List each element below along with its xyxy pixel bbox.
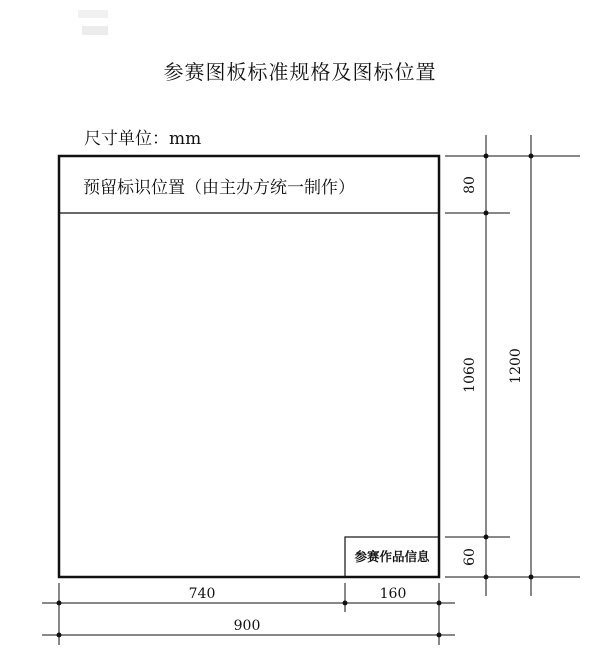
dim-dot	[57, 633, 62, 638]
dim-label-740: 740	[188, 586, 216, 602]
unit-label: 尺寸单位：mm	[84, 129, 202, 149]
dim-label-60: 60	[462, 548, 478, 566]
info-box-label: 参赛作品信息	[354, 549, 430, 564]
dim-label-900: 900	[233, 618, 261, 634]
dim-dot	[529, 575, 534, 580]
page-title: 参赛图板标准规格及图标位置	[163, 60, 437, 84]
dim-label-1060: 1060	[462, 357, 478, 393]
dim-label-80: 80	[462, 176, 478, 194]
dim-dot	[484, 154, 489, 159]
logo-area-label: 预留标识位置（由主办方统一制作）	[83, 178, 355, 198]
dim-label-1200: 1200	[508, 348, 524, 384]
dim-dot	[437, 601, 442, 606]
dim-dot	[484, 575, 489, 580]
dim-dot	[343, 601, 348, 606]
dim-dot	[484, 535, 489, 540]
dim-dot	[484, 211, 489, 216]
dim-label-160: 160	[379, 586, 407, 602]
dim-dot	[57, 601, 62, 606]
dim-dot	[437, 633, 442, 638]
board-outline	[59, 156, 439, 577]
dim-dot	[529, 154, 534, 159]
